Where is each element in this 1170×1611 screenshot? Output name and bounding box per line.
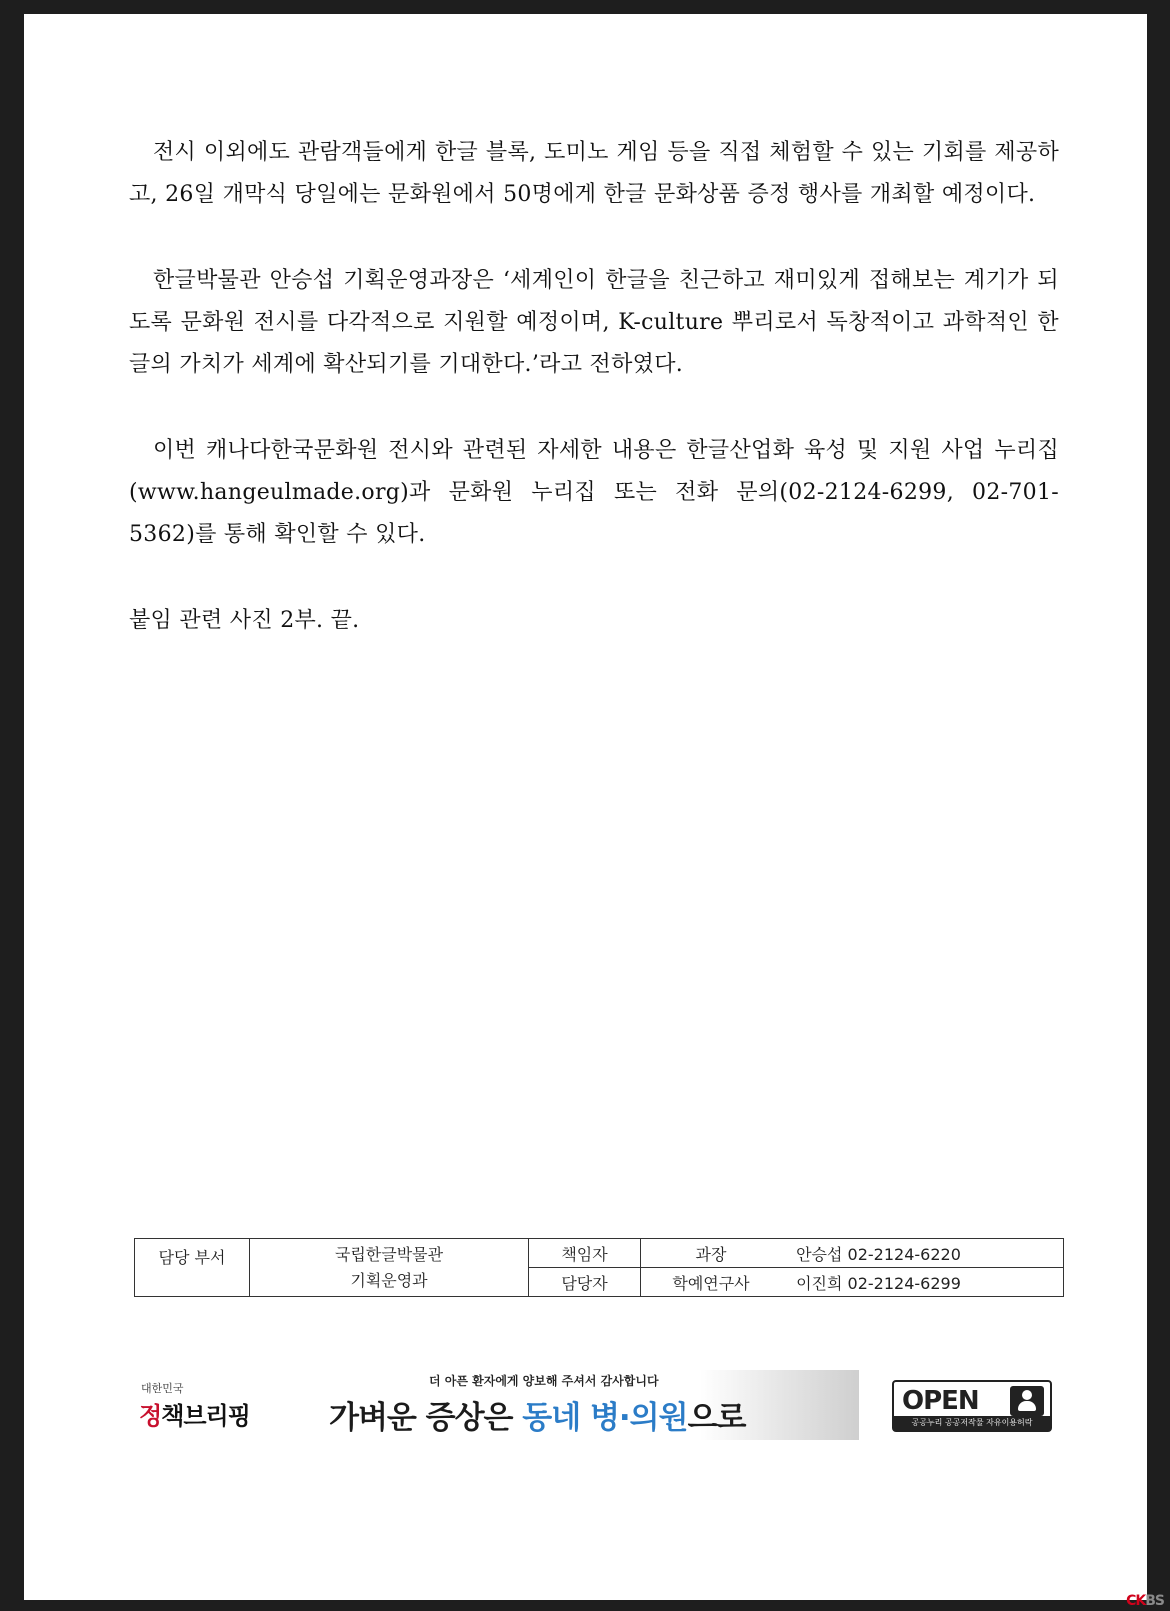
footer: [24, 1370, 1147, 1450]
logo-big-text: 정책브리핑: [139, 1402, 250, 1430]
campaign-banner: [329, 1370, 859, 1440]
open-caption: 공공누리 공공저작물 자유이용허락: [894, 1416, 1050, 1430]
dept-label: 담당 부서: [135, 1239, 250, 1297]
position: 과장: [695, 1244, 727, 1264]
paragraph-experience: 전시 이외에도 관람객들에게 한글 블록, 도미노 게임 등을 직접 체험할 수 있는 기회를 제공하고, 26일 개막식 당일에는 문화원에서 50명에게 한글 문화상품 증정 행사를 개최할 예정이다.: [129, 140, 1059, 207]
watermark-logo: CKBS: [1126, 1593, 1164, 1609]
paragraph-contact-info: 이번 캐나다한국문화원 전시와 관련된 자세한 내용은 한글산업화 육성 및 지원 사업 누리집(www.hangeulmade.org)과 문화원 누리집 또는 전화 문의(02-2124-6299, 02-701-5362)를 통해 확인할 수 있다.: [129, 438, 1059, 547]
dept-name: [250, 1239, 529, 1297]
name-phone: 이진희 02-2124-6299: [796, 1273, 961, 1293]
person-cell: [641, 1268, 1064, 1297]
paragraph-quote: 한글박물관 안승섭 기획운영과장은 ‘세계인이 한글을 친근하고 재미있게 접해보는 계기가 되도록 문화원 전시를 다각적으로 지원할 예정이며, K-culture 뿌리로서 독창적이고 과학적인 한글의 가치가 세계에 확산되기를 기대한다.’라고 전하였다.: [129, 268, 1059, 377]
name-phone: 안승섭 02-2124-6220: [796, 1244, 961, 1264]
dept-name-line1: 국립한글박물관: [334, 1244, 444, 1264]
document-body: [129, 132, 1059, 686]
person-cell: [641, 1239, 1064, 1268]
kogl-open-badge: [892, 1380, 1052, 1432]
document-page: [24, 14, 1147, 1600]
position: 학예연구사: [672, 1273, 750, 1293]
open-text: OPEN: [902, 1386, 979, 1416]
policy-briefing-logo: [139, 1380, 264, 1436]
attachment-note: 붙임 관련 사진 2부. 끝.: [129, 608, 360, 633]
banner-main-text: 가벼운 증상은 동네 병·의원으로: [329, 1400, 746, 1436]
dept-name-line2: 기획운영과: [350, 1270, 428, 1290]
contact-table: [134, 1238, 1064, 1297]
person-icon: [1010, 1386, 1044, 1416]
role-label: 책임자: [529, 1239, 641, 1268]
role-label: 담당자: [529, 1268, 641, 1297]
banner-top-text: 더 아픈 환자에게 양보해 주셔서 감사합니다: [429, 1374, 659, 1388]
contact-row: [135, 1239, 1064, 1268]
logo-small-text: 대한민국: [141, 1382, 184, 1395]
